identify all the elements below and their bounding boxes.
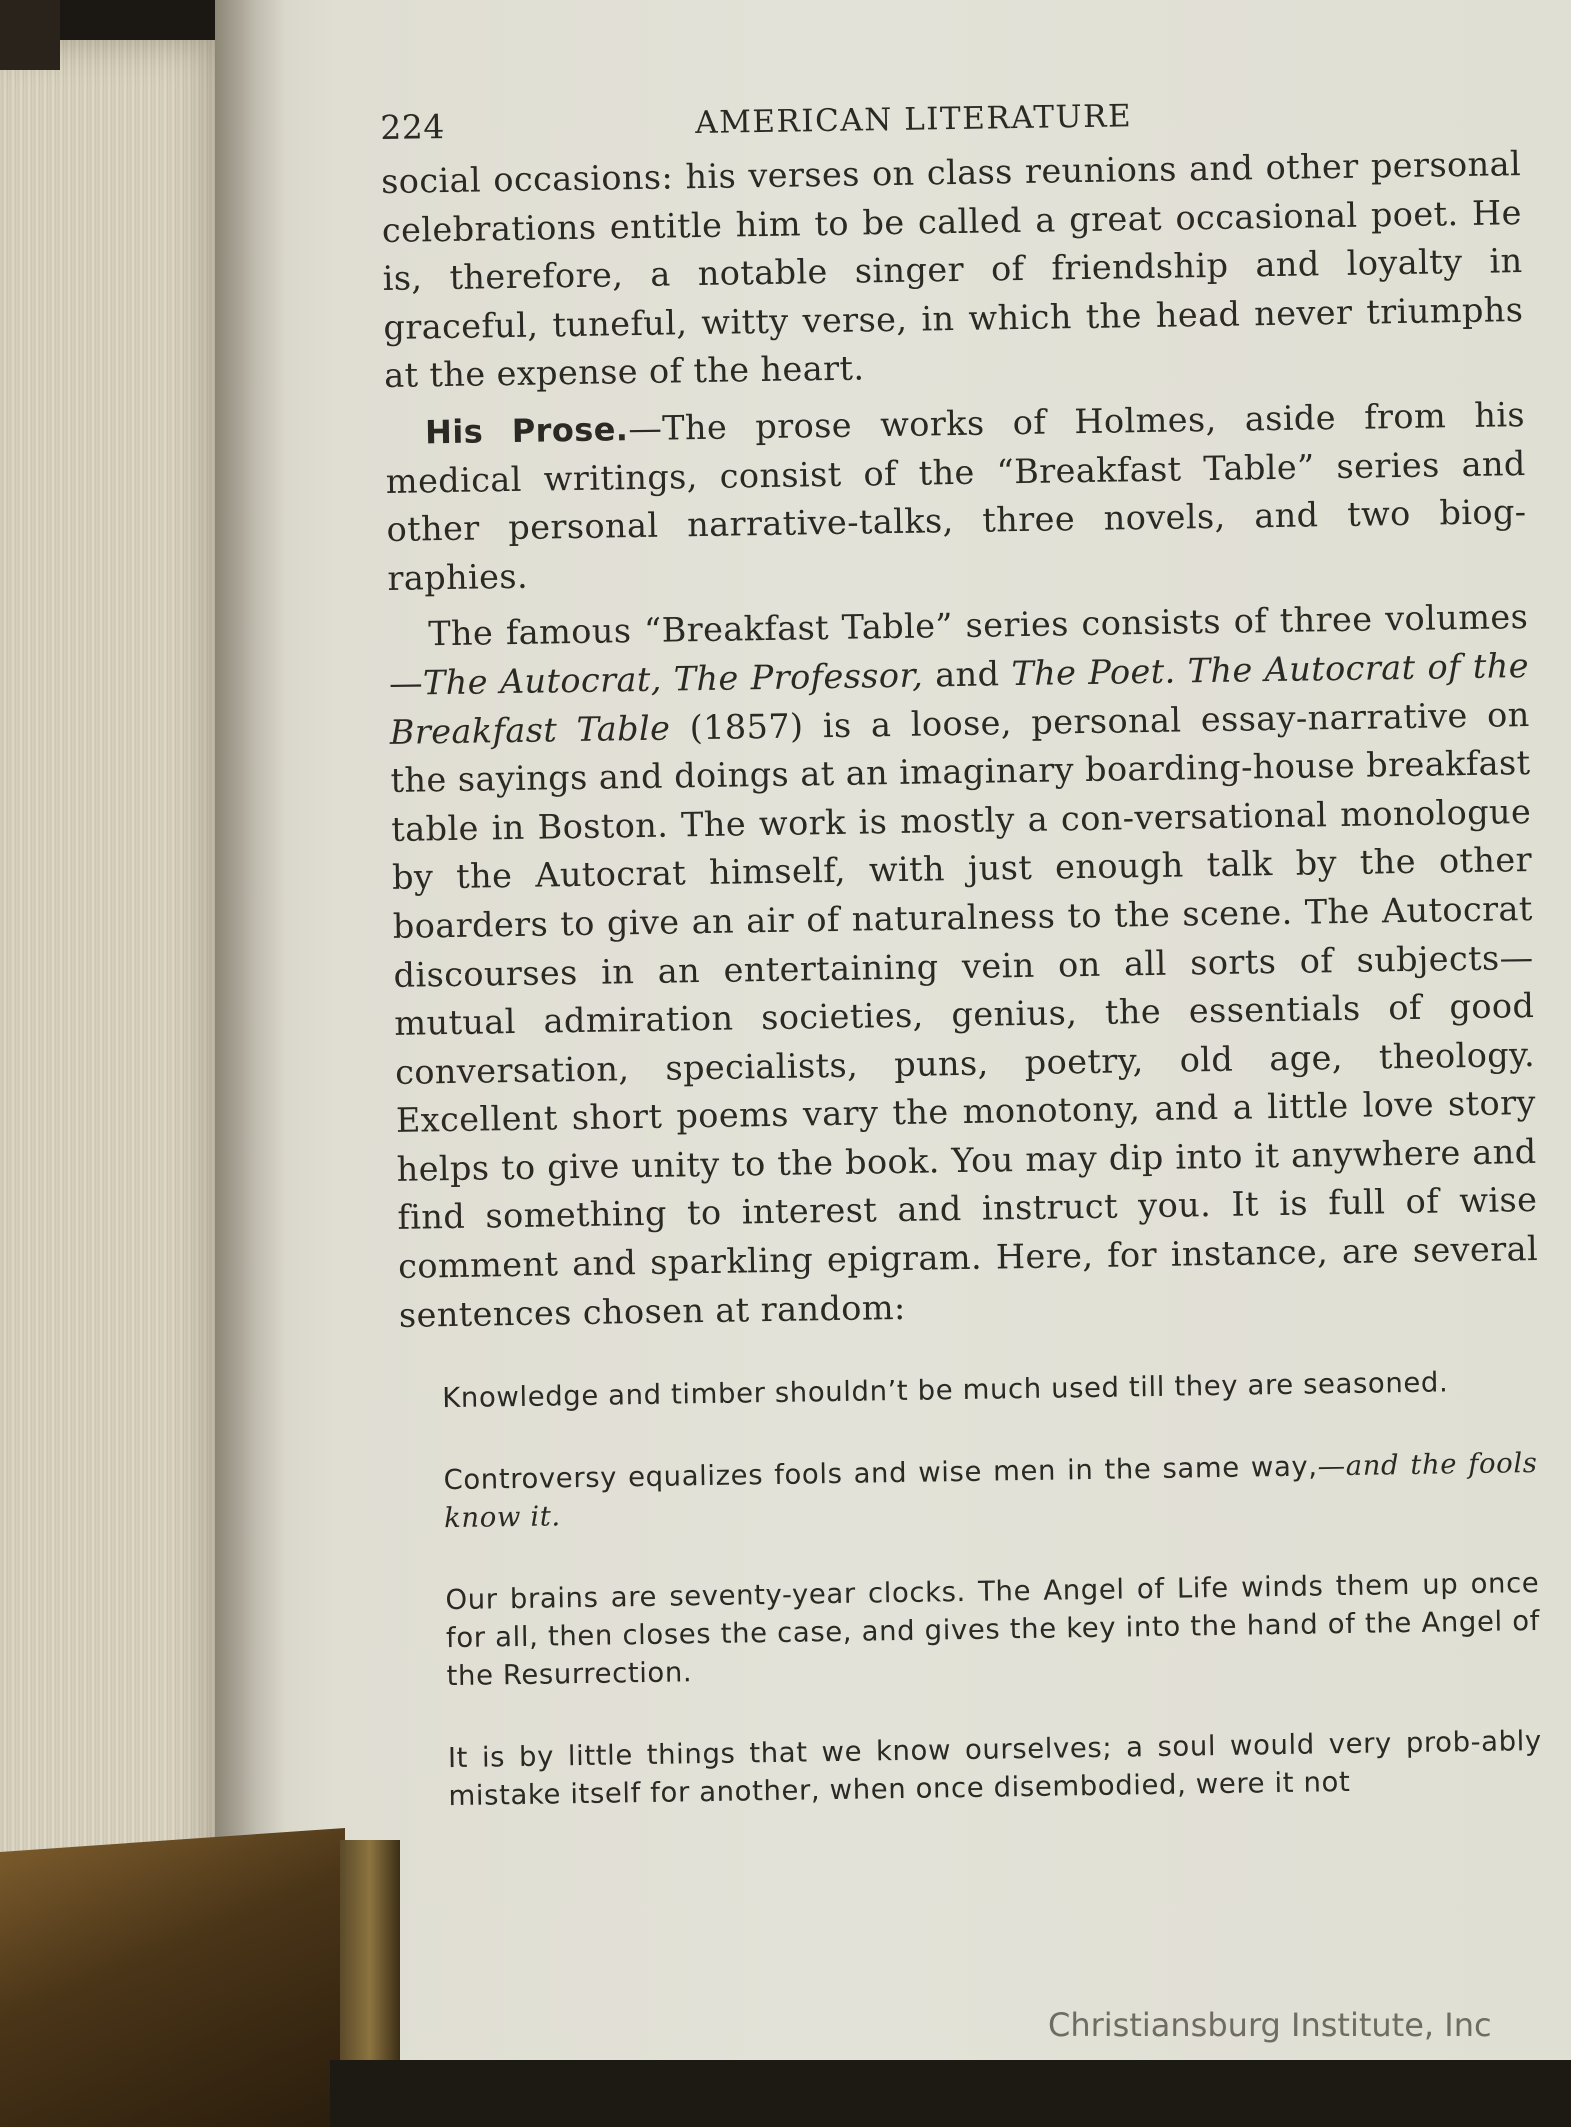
book-title: The Autocrat, The Professor, (422, 655, 924, 703)
quote-text: It is by little things that we know ourselves; a soul would very prob-ably mistake itself for another, when once disembodied, were it not (447, 1725, 1543, 1813)
book-title: The Poet. (1011, 651, 1176, 694)
quotations (400, 1362, 1547, 1816)
quote-text: Knowledge and timber shouldn’t be much used till they are seasoned. (442, 1366, 1449, 1415)
paragraph-text: —The prose works of Holmes, aside from his medical writings, consist of the “Breakfast Table” series and other personal narrative-talks, three novels, and two biog-raphies. (385, 395, 1527, 598)
watermark: Christiansburg Institute, Inc (1048, 2006, 1492, 2044)
quote-italic-text: —and the fools know it. (443, 1447, 1538, 1535)
background-bottom (330, 2060, 1571, 2127)
book-title: The Autocrat of the Breakfast Table (389, 645, 1530, 752)
paragraph-breakfast-table (388, 593, 1539, 1340)
page-edges (0, 40, 240, 2020)
quote (442, 1362, 1536, 1417)
running-head: AMERICAN LITERATURE (694, 98, 1133, 142)
quote-text: Controversy equalizes fools and wise men in the same way, (443, 1450, 1318, 1497)
background-corner (0, 0, 60, 70)
quote (443, 1444, 1538, 1537)
gutter-shadow (215, 0, 285, 2090)
paragraph-text: The famous “Breakfast Table” series consists of three volumes— (388, 597, 1529, 703)
section-heading: His Prose. (424, 410, 629, 452)
paragraph-poetry-conclusion (381, 140, 1525, 401)
paragraph-his-prose (385, 391, 1528, 603)
paragraph-text: and (922, 654, 1012, 695)
book-cover-corner (0, 1828, 345, 2127)
page-number: 224 (380, 106, 446, 147)
quote (445, 1564, 1541, 1695)
paragraph-text (1175, 651, 1188, 690)
paragraph-text: (1857) is a loose, personal essay-narrative on the sayings and doings at an imaginary boarding-house breakfast table in Boston. The work is mostly a con-versational monologue by the Autocrat himself, with just enough talk by the other boarders to give an air of naturalness to the scene. The Autocrat discourses in an entertaining vein on all sorts of subjects—mutual admiration societies, genius, the essentials of good conversation, specialists, puns, poetry, old age, theology. Excellent short poems vary the monotony, and a little love story helps to give unity to the book. You may dip into it anywhere and find something to interest and instruct you. It is full of wise comment and sparkling epigram. Here, for instance, are several sentences chosen at random: (390, 694, 1539, 1335)
paragraph-text: social occasions: his verses on class reunions and other personal celebrations entitle him to be called a great occasional poet. He is, therefore, a notable singer of friendship and loyalty in graceful, tuneful, witty verse, in which the head never triumphs at the expense of the heart. (380, 144, 1524, 396)
page-text (380, 90, 1547, 1860)
quote (448, 1722, 1543, 1815)
quote-text: Our brains are seventy-year clocks. The Angel of Life winds them up once for all, then closes the case, and gives the key into the hand of the Angel of the Resurrection. (445, 1567, 1541, 1693)
